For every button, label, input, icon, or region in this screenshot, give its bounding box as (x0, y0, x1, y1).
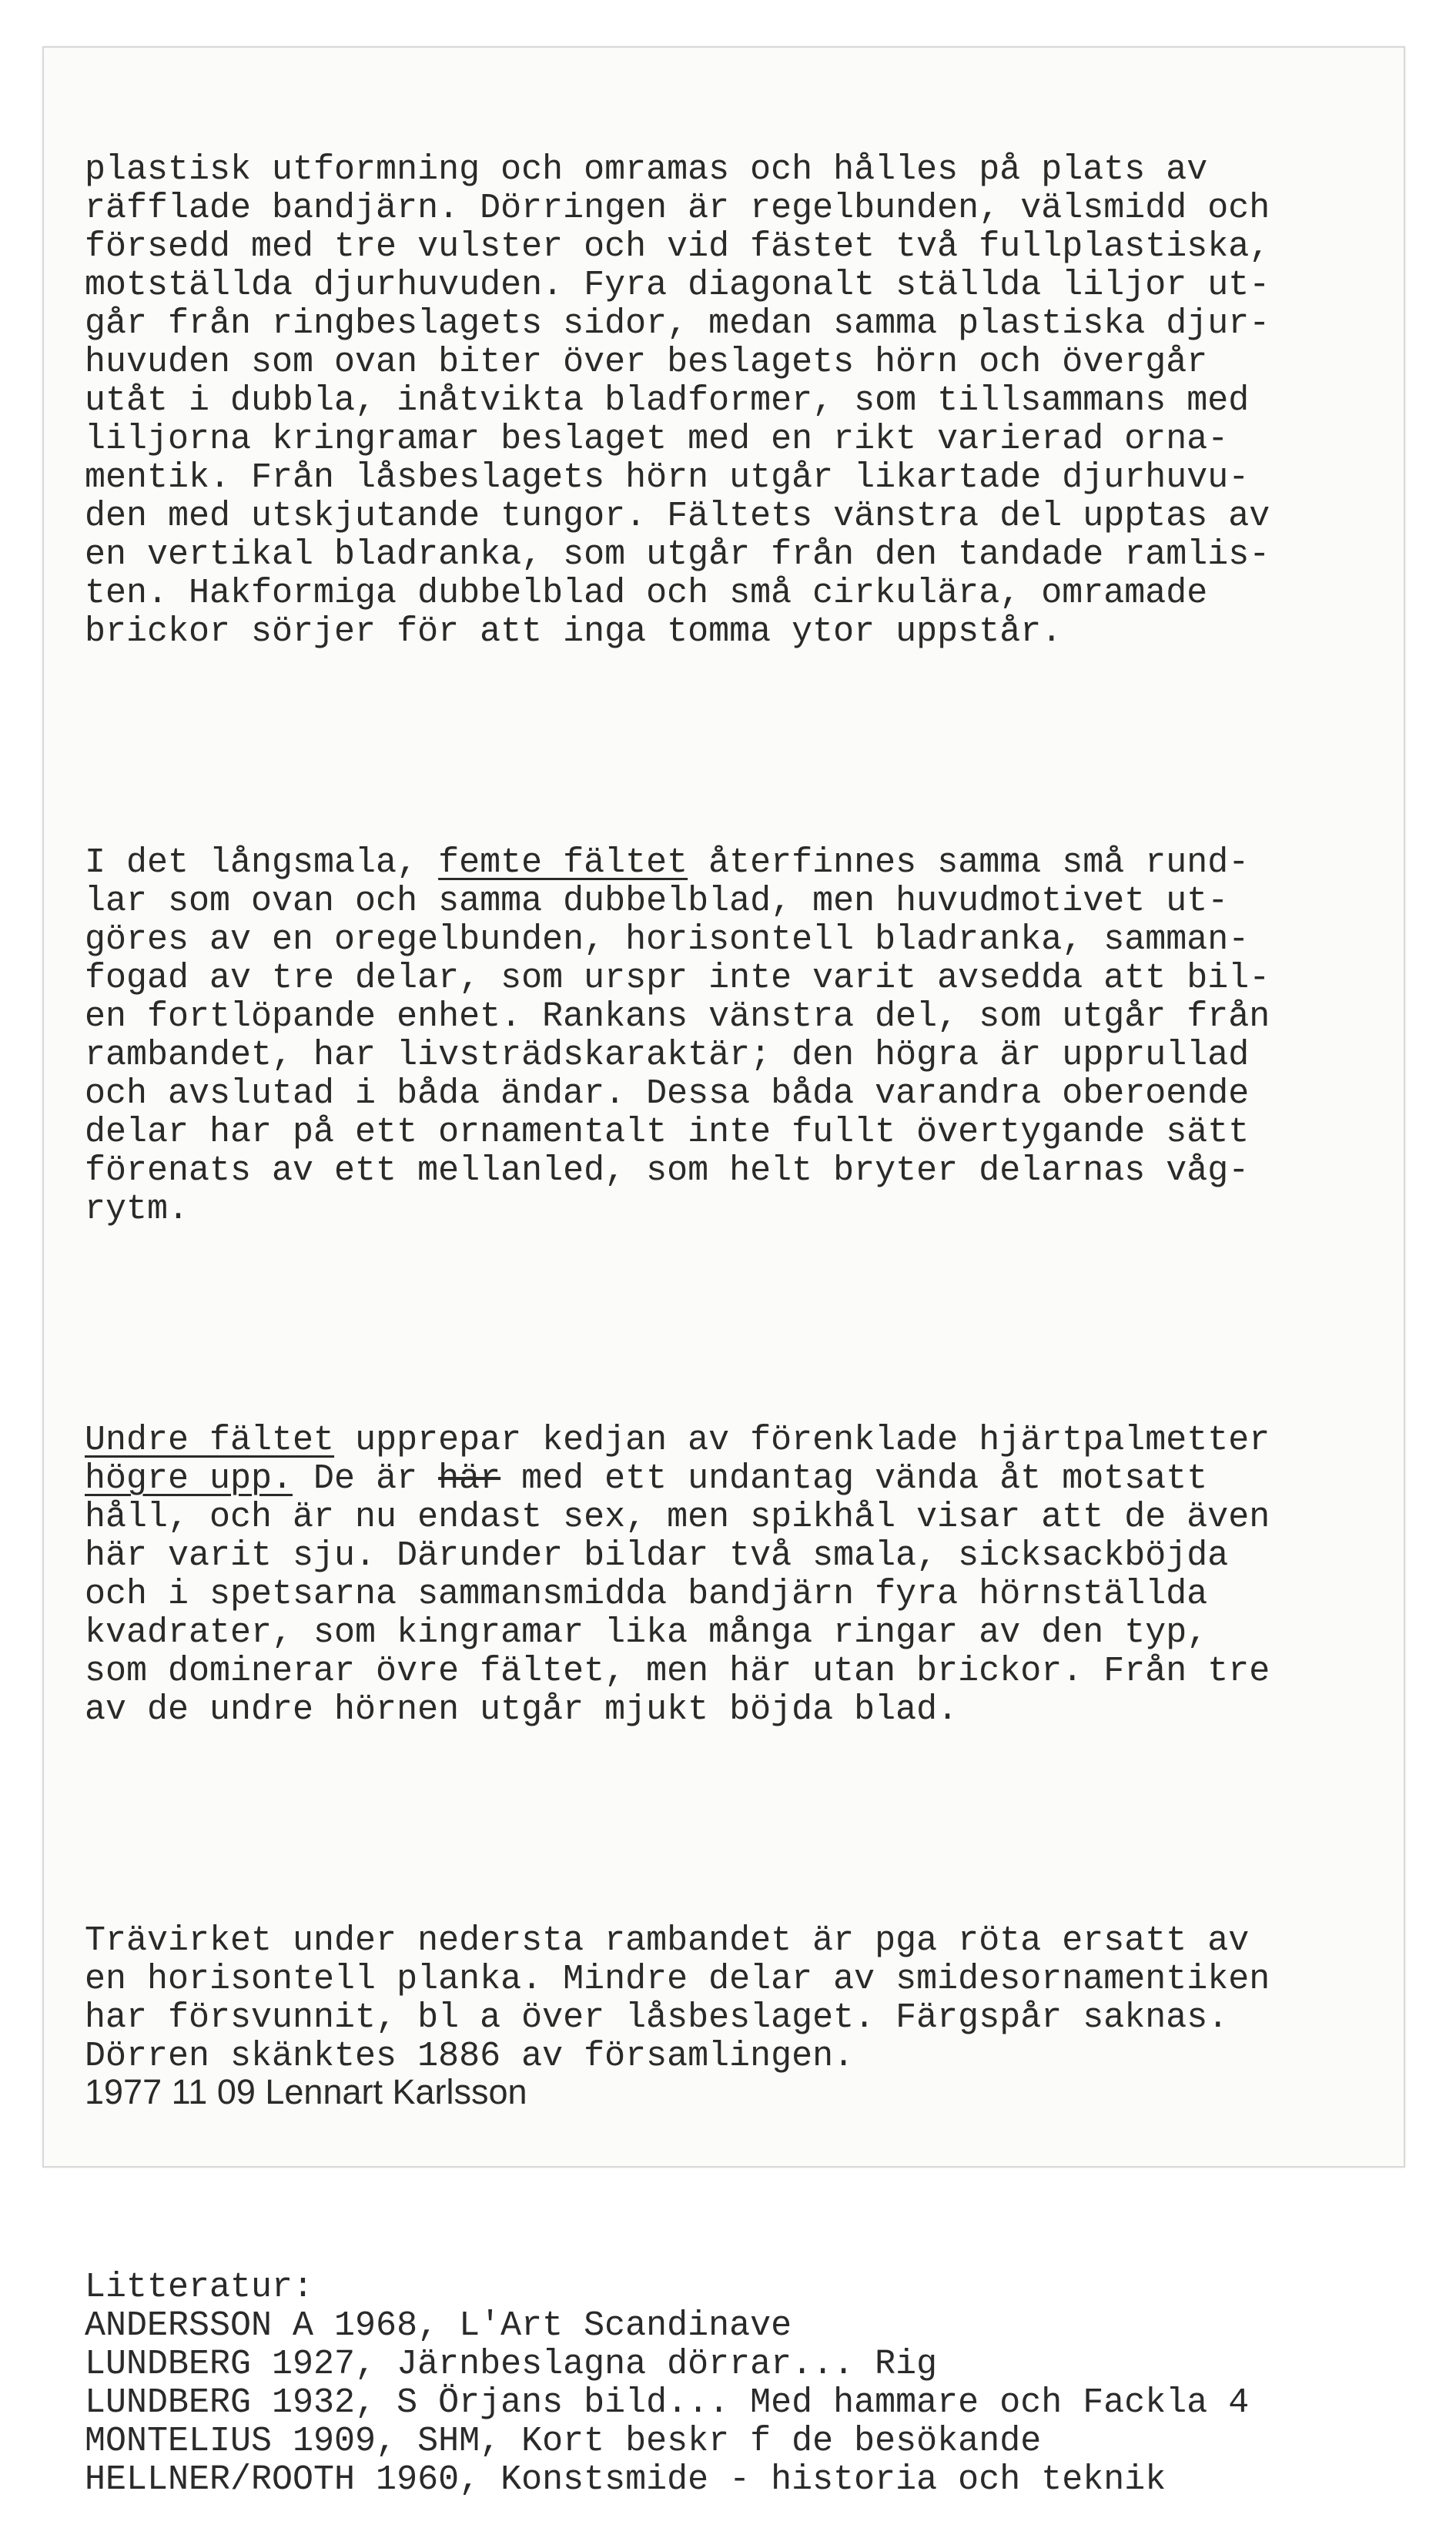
text-fragment: De är (293, 1459, 439, 1498)
literature-entry: HELLNER/ROOTH 1960, Konstsmide - historia och teknik (85, 2460, 1166, 2499)
literature-entry: ANDERSSON A 1968, L'Art Scandinave (85, 2306, 792, 2345)
text-line: liljorna kringramar beslaget med en rikt varierad orna- (85, 420, 1229, 459)
literature-entry: LUNDBERG 1927, Järnbeslagna dörrar... Rig (85, 2345, 938, 2384)
text-line: plastisk utformning och omramas och hålles på plats av (85, 150, 1208, 189)
text-line (85, 1421, 1409, 1460)
text-line: som dominerar övre fältet, men här utan brickor. Från tre (85, 1652, 1270, 1691)
text-fragment: med ett undantag vända åt motsatt (500, 1459, 1208, 1498)
text-line: en horisontell planka. Mindre delar av smidesornamentiken (85, 1960, 1270, 1999)
text-line: Dörren skänktes 1886 av församlingen. (85, 2037, 855, 2076)
text-line: motställda djurhuvuden. Fyra diagonalt ställda liljor ut- (85, 266, 1270, 305)
text-line: göres av en oregelbunden, horisontell bladranka, samman- (85, 920, 1250, 959)
text-fragment: återfinnes samma små rund- (688, 843, 1250, 882)
text-line: går från ringbeslagets sidor, medan samma plastiska djur- (85, 304, 1270, 343)
text-line: en fortlöpande enhet. Rankans vänstra del, som utgår från (85, 997, 1270, 1036)
text-line: fogad av tre delar, som urspr inte varit avsedda att bil- (85, 959, 1270, 998)
text-line: den med utskjutande tungor. Fältets vänstra del upptas av (85, 497, 1270, 536)
literature-heading: Litteratur: (85, 2268, 314, 2307)
date-signature: 1977 11 09 Lennart Karlsson (85, 2072, 527, 2111)
underlined-text: högre upp. (85, 1459, 293, 1498)
text-line: och avslutad i båda ändar. Dessa båda varandra oberoende (85, 1074, 1250, 1113)
text-line: utåt i dubbla, inåtvikta bladformer, som tillsammans med (85, 381, 1250, 420)
paragraph-2 (85, 844, 1409, 1229)
text-line: förenats av ett mellanled, som helt bryter delarnas våg- (85, 1151, 1250, 1190)
text-line: lar som ovan och samma dubbelblad, men huvudmotivet ut- (85, 882, 1229, 921)
paragraph-4 (85, 1922, 1409, 2076)
text-line: mentik. Från låsbeslagets hörn utgår likartade djurhuvu- (85, 458, 1250, 497)
text-line: försedd med tre vulster och vid fästet två fullplastiska, (85, 227, 1270, 266)
text-line: ten. Hakformiga dubbelblad och små cirkulära, omramade (85, 574, 1208, 613)
text-line (85, 1460, 1409, 1498)
text-line: rambandet, har livsträdskaraktär; den högra är upprullad (85, 1036, 1250, 1075)
text-line: Trävirket under nedersta rambandet är pga röta ersatt av (85, 1921, 1250, 1960)
paragraph-3 (85, 1421, 1409, 1729)
text-line: håll, och är nu endast sex, men spikhål visar att de även (85, 1498, 1270, 1537)
text-line: av de undre hörnen utgår mjukt böjda blad. (85, 1690, 959, 1729)
text-line: delar har på ett ornamentalt inte fullt övertygande sätt (85, 1113, 1250, 1152)
text-line: här varit sju. Därunder bildar två smala, sicksackböjda (85, 1536, 1229, 1575)
text-line: har försvunnit, bl a över låsbeslaget. Färgspår saknas. (85, 1998, 1229, 2037)
text-line: räfflade bandjärn. Dörringen är regelbunden, välsmidd och (85, 189, 1270, 228)
text-line: huvuden som ovan biter över beslagets hörn och övergår (85, 343, 1208, 382)
text-line (85, 844, 1409, 882)
underlined-heading-undre-faltet: Undre fältet (85, 1421, 335, 1460)
text-fragment: I det långsmala, (85, 843, 439, 882)
text-fragment: upprepar kedjan av förenklade hjärtpalmetter (334, 1421, 1270, 1460)
text-line: brickor sörjer för att inga tomma ytor uppstår. (85, 612, 1063, 651)
literature-entry: LUNDBERG 1932, S Örjans bild... Med hammare och Fackla 4 (85, 2383, 1250, 2422)
text-line: en vertikal bladranka, som utgår från den tandade ramlis- (85, 535, 1270, 574)
typewritten-text (85, 74, 1409, 2538)
underlined-heading-femte-faltet: femte fältet (438, 843, 688, 882)
paragraph-1 (85, 151, 1409, 651)
text-line: rytm. (85, 1190, 189, 1229)
literature-list (85, 2268, 1409, 2499)
literature-entry: MONTELIUS 1909, SHM, Kort beskr f de besökande (85, 2422, 1042, 2461)
struck-word: här (438, 1459, 501, 1498)
text-line: och i spetsarna sammansmidda bandjärn fyra hörnställda (85, 1575, 1208, 1614)
text-line: kvadrater, som kingramar lika många ringar av den typ, (85, 1613, 1208, 1652)
